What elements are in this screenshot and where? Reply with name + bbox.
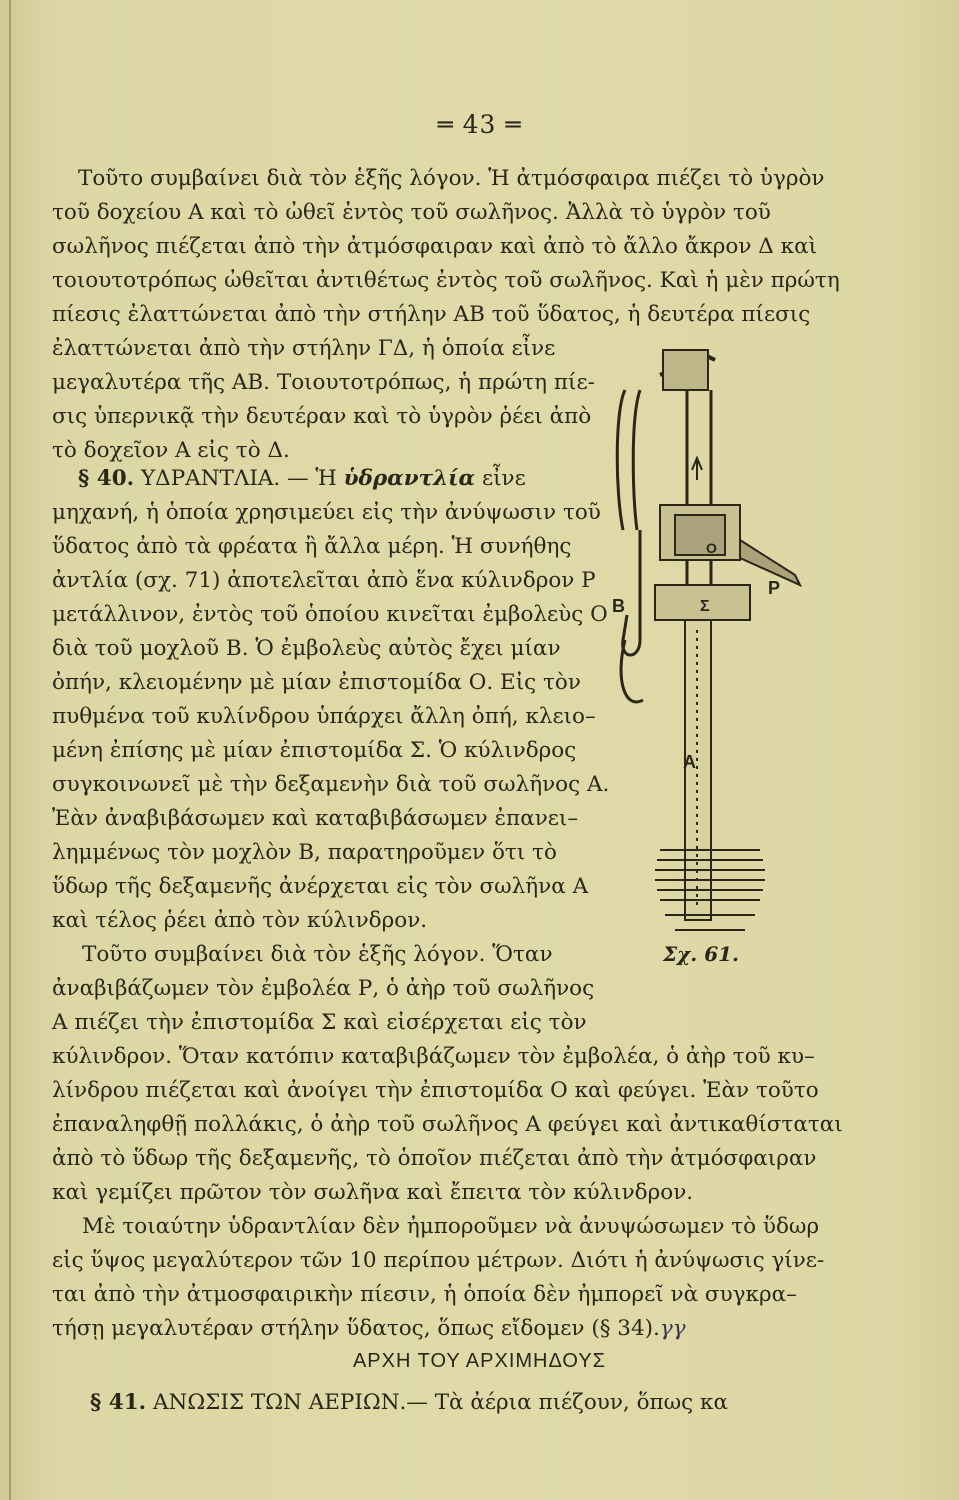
piston bbox=[675, 515, 725, 555]
section-41-line bbox=[90, 1388, 728, 1418]
text-line: ἀντλία (σχ. 71) ἀποτελεῖται ἀπὸ ἕνα κύλινδρον Ρ bbox=[52, 568, 596, 593]
text-line: καὶ γεμίζει πρῶτον τὸν σωλῆνα καὶ ἔπειτα τὸν κύλινδρον. bbox=[52, 1180, 694, 1205]
text-line: διὰ τοῦ μοχλοῦ Β. Ὁ ἐμβολεὺς αὐτὸς ἔχει μίαν bbox=[52, 636, 561, 661]
text-line: κύλινδρον. Ὅταν κατόπιν καταβιβάζωμεν τὸν ἐμβολέα, ὁ ἀὴρ τοῦ κυ– bbox=[52, 1044, 815, 1069]
text-line: ται ἀπὸ τὴν ἀτμοσφαιρικὴν πίεσιν, ἡ ὁποία δὲν ἠμπορεῖ νὰ συγκρα– bbox=[52, 1282, 797, 1307]
text-line: σις ὑπερνικᾷ τὴν δευτέραν καὶ τὸ ὑγρὸν ῥέει ἀπὸ bbox=[52, 404, 592, 429]
text-line: εἰς ὕψος μεγαλύτερον τῶν 10 περίπου μέτρων. Διότι ἡ ἀνύψωσις γίνε- bbox=[52, 1248, 825, 1273]
text-line: πυθμένα τοῦ κυλίνδρου ὑπάρχει ἄλλη ὀπή, κλειο– bbox=[52, 704, 596, 729]
page-edge-line bbox=[9, 0, 11, 1500]
text-line: Α πιέζει τὴν ἐπιστομίδα Σ καὶ εἰσέρχεται εἰς τὸν bbox=[52, 1010, 587, 1035]
text-line: πίεσις ἐλαττώνεται ἀπὸ τὴν στήλην ΑΒ τοῦ ὕδατος, ἡ δευτέρα πίεσις bbox=[52, 302, 811, 327]
section-40-dash: — Ἡ bbox=[287, 466, 337, 491]
text-line: τοῦ δοχείου Α καὶ τὸ ὠθεῖ ἐντὸς τοῦ σωλῆνος. Ἀλλὰ τὸ ὑγρὸν τοῦ bbox=[52, 200, 771, 225]
text-line: συγκοινωνεῖ μὲ τὴν δεξαμενὴν διὰ τοῦ σωλῆνος Α. bbox=[52, 772, 610, 797]
section-40-number: § 40. bbox=[78, 466, 135, 491]
text-line: τὸ δοχεῖον Α εἰς τὸ Δ. bbox=[52, 438, 290, 463]
text-line: Τοῦτο συμβαίνει διὰ τὸν ἑξῆς λόγον. Ἡ ἀτμόσφαιρα πιέζει τὸ ὑγρὸν bbox=[78, 166, 825, 191]
text-line: ὕδωρ τῆς δεξαμενῆς ἀνέρχεται εἰς τὸν σωλῆνα Α bbox=[52, 874, 589, 899]
lever-head bbox=[663, 350, 708, 390]
text-line: ὀπήν, κλειομένην μὲ μίαν ἐπιστομίδα Ο. Εἰς τὸν bbox=[52, 670, 581, 695]
text-line: ἀπὸ τὸ ὕδωρ τῆς δεξαμενῆς, τὸ ὁποῖον πιέζεται ἀπὸ τὴν ἀτμόσφαιραν bbox=[52, 1146, 817, 1171]
lever-b-hook bbox=[623, 530, 640, 655]
handwritten-note: γγ bbox=[659, 1316, 686, 1341]
text-line: μεγαλυτέρα τῆς ΑΒ. Τοιουτοτρόπως, ἡ πρώτη πίε- bbox=[52, 370, 595, 395]
text-line: μετάλλινον, ἐντὸς τοῦ ὁποίου κινεῖται ἐμβολεὺς Ο bbox=[52, 602, 608, 627]
lever-rod bbox=[617, 390, 625, 530]
section-40-rest: εἶνε bbox=[481, 466, 526, 491]
text-line: σωλῆνος πιέζεται ἀπὸ τὴν ἀτμόσφαιραν καὶ ἀπὸ τὸ ἄλλο ἄκρον Δ καὶ bbox=[52, 234, 818, 259]
figure-label-p: P bbox=[768, 578, 781, 598]
section-heading: ΑΡΧΗ ΤΟΥ ΑΡΧΙΜΗΔΟΥΣ bbox=[352, 1350, 607, 1372]
figure-caption: Σχ. 61. bbox=[663, 942, 740, 966]
section-40-title: ΥΔΡΑΝΤΛΙΑ. bbox=[140, 466, 281, 491]
section-40-line bbox=[78, 464, 526, 494]
figure-label-a: A bbox=[683, 752, 696, 772]
lever-rod-inner bbox=[633, 390, 640, 530]
text-line: Τοῦτο συμβαίνει διὰ τὸν ἑξῆς λόγον. Ὅταν bbox=[82, 942, 553, 967]
text-line: ὕδατος ἀπὸ τὰ φρέατα ἢ ἄλλα μέρη. Ἡ συνήθης bbox=[52, 534, 572, 559]
section-41-number: § 41. bbox=[90, 1390, 147, 1415]
pump-figure bbox=[585, 330, 840, 950]
text-line: μένη ἐπίσης μὲ μίαν ἐπιστομίδα Σ. Ὁ κύλινδρος bbox=[52, 738, 577, 763]
section-41-rest: — Τὰ ἀέρια πιέζουν, ὅπως κα bbox=[406, 1390, 729, 1415]
text-line: ἀναβιβάζωμεν τὸν ἐμβολέα Ρ, ὁ ἀὴρ τοῦ σωλῆνος bbox=[52, 976, 595, 1001]
text-line: ἐπαναληφθῇ πολλάκις, ὁ ἀὴρ τοῦ σωλῆνος Α φεύγει καὶ ἀντικαθίσταται bbox=[52, 1112, 843, 1137]
text-line: καὶ τέλος ῥέει ἀπὸ τὸν κύλινδρον. bbox=[52, 908, 428, 933]
figure-label-b: B bbox=[612, 596, 625, 616]
text-line: μηχανή, ἡ ὁποία χρησιμεύει εἰς τὴν ἀνύψωσιν τοῦ bbox=[52, 500, 601, 525]
figure-label-o: O bbox=[706, 540, 717, 556]
text-line: Ἐὰν ἀναβιβάσωμεν καὶ καταβιβάσωμεν ἐπανει– bbox=[52, 806, 579, 831]
text-line: Μὲ τοιαύτην ὑδραντλίαν δὲν ἠμποροῦμεν νὰ ἀνυψώσωμεν τὸ ὕδωρ bbox=[82, 1214, 820, 1239]
text-line: λημμένως τὸν μοχλὸν Β, παρατηροῦμεν ὅτι τὸ bbox=[52, 840, 557, 865]
section-41-title: ΑΝΩΣΙΣ ΤΩΝ ΑΕΡΙΩΝ. bbox=[152, 1390, 407, 1415]
text-line bbox=[52, 1314, 686, 1344]
section-40-term: ὑδραντλία bbox=[343, 466, 476, 491]
text-line: λίνδρου πιέζεται καὶ ἀνοίγει τὴν ἐπιστομίδα Ο καὶ φεύγει. Ἐὰν τοῦτο bbox=[52, 1078, 819, 1103]
page-number: ═ 43 ═ bbox=[437, 110, 522, 139]
figure-label-sigma: Σ bbox=[700, 598, 710, 615]
text-line: τοιουτοτρόπως ὠθεῖται ἀντιθέτως ἐντὸς τοῦ σωλῆνος. Καὶ ἡ μὲν πρώτη bbox=[52, 268, 840, 293]
text-line: ἐλαττώνεται ἀπὸ τὴν στήλην ΓΔ, ἡ ὁποία εἶνε bbox=[52, 336, 556, 361]
text-line-content: τήσῃ μεγαλυτέραν στήλην ὕδατος, ὅπως εἴδομεν (§ 34). bbox=[52, 1316, 660, 1341]
